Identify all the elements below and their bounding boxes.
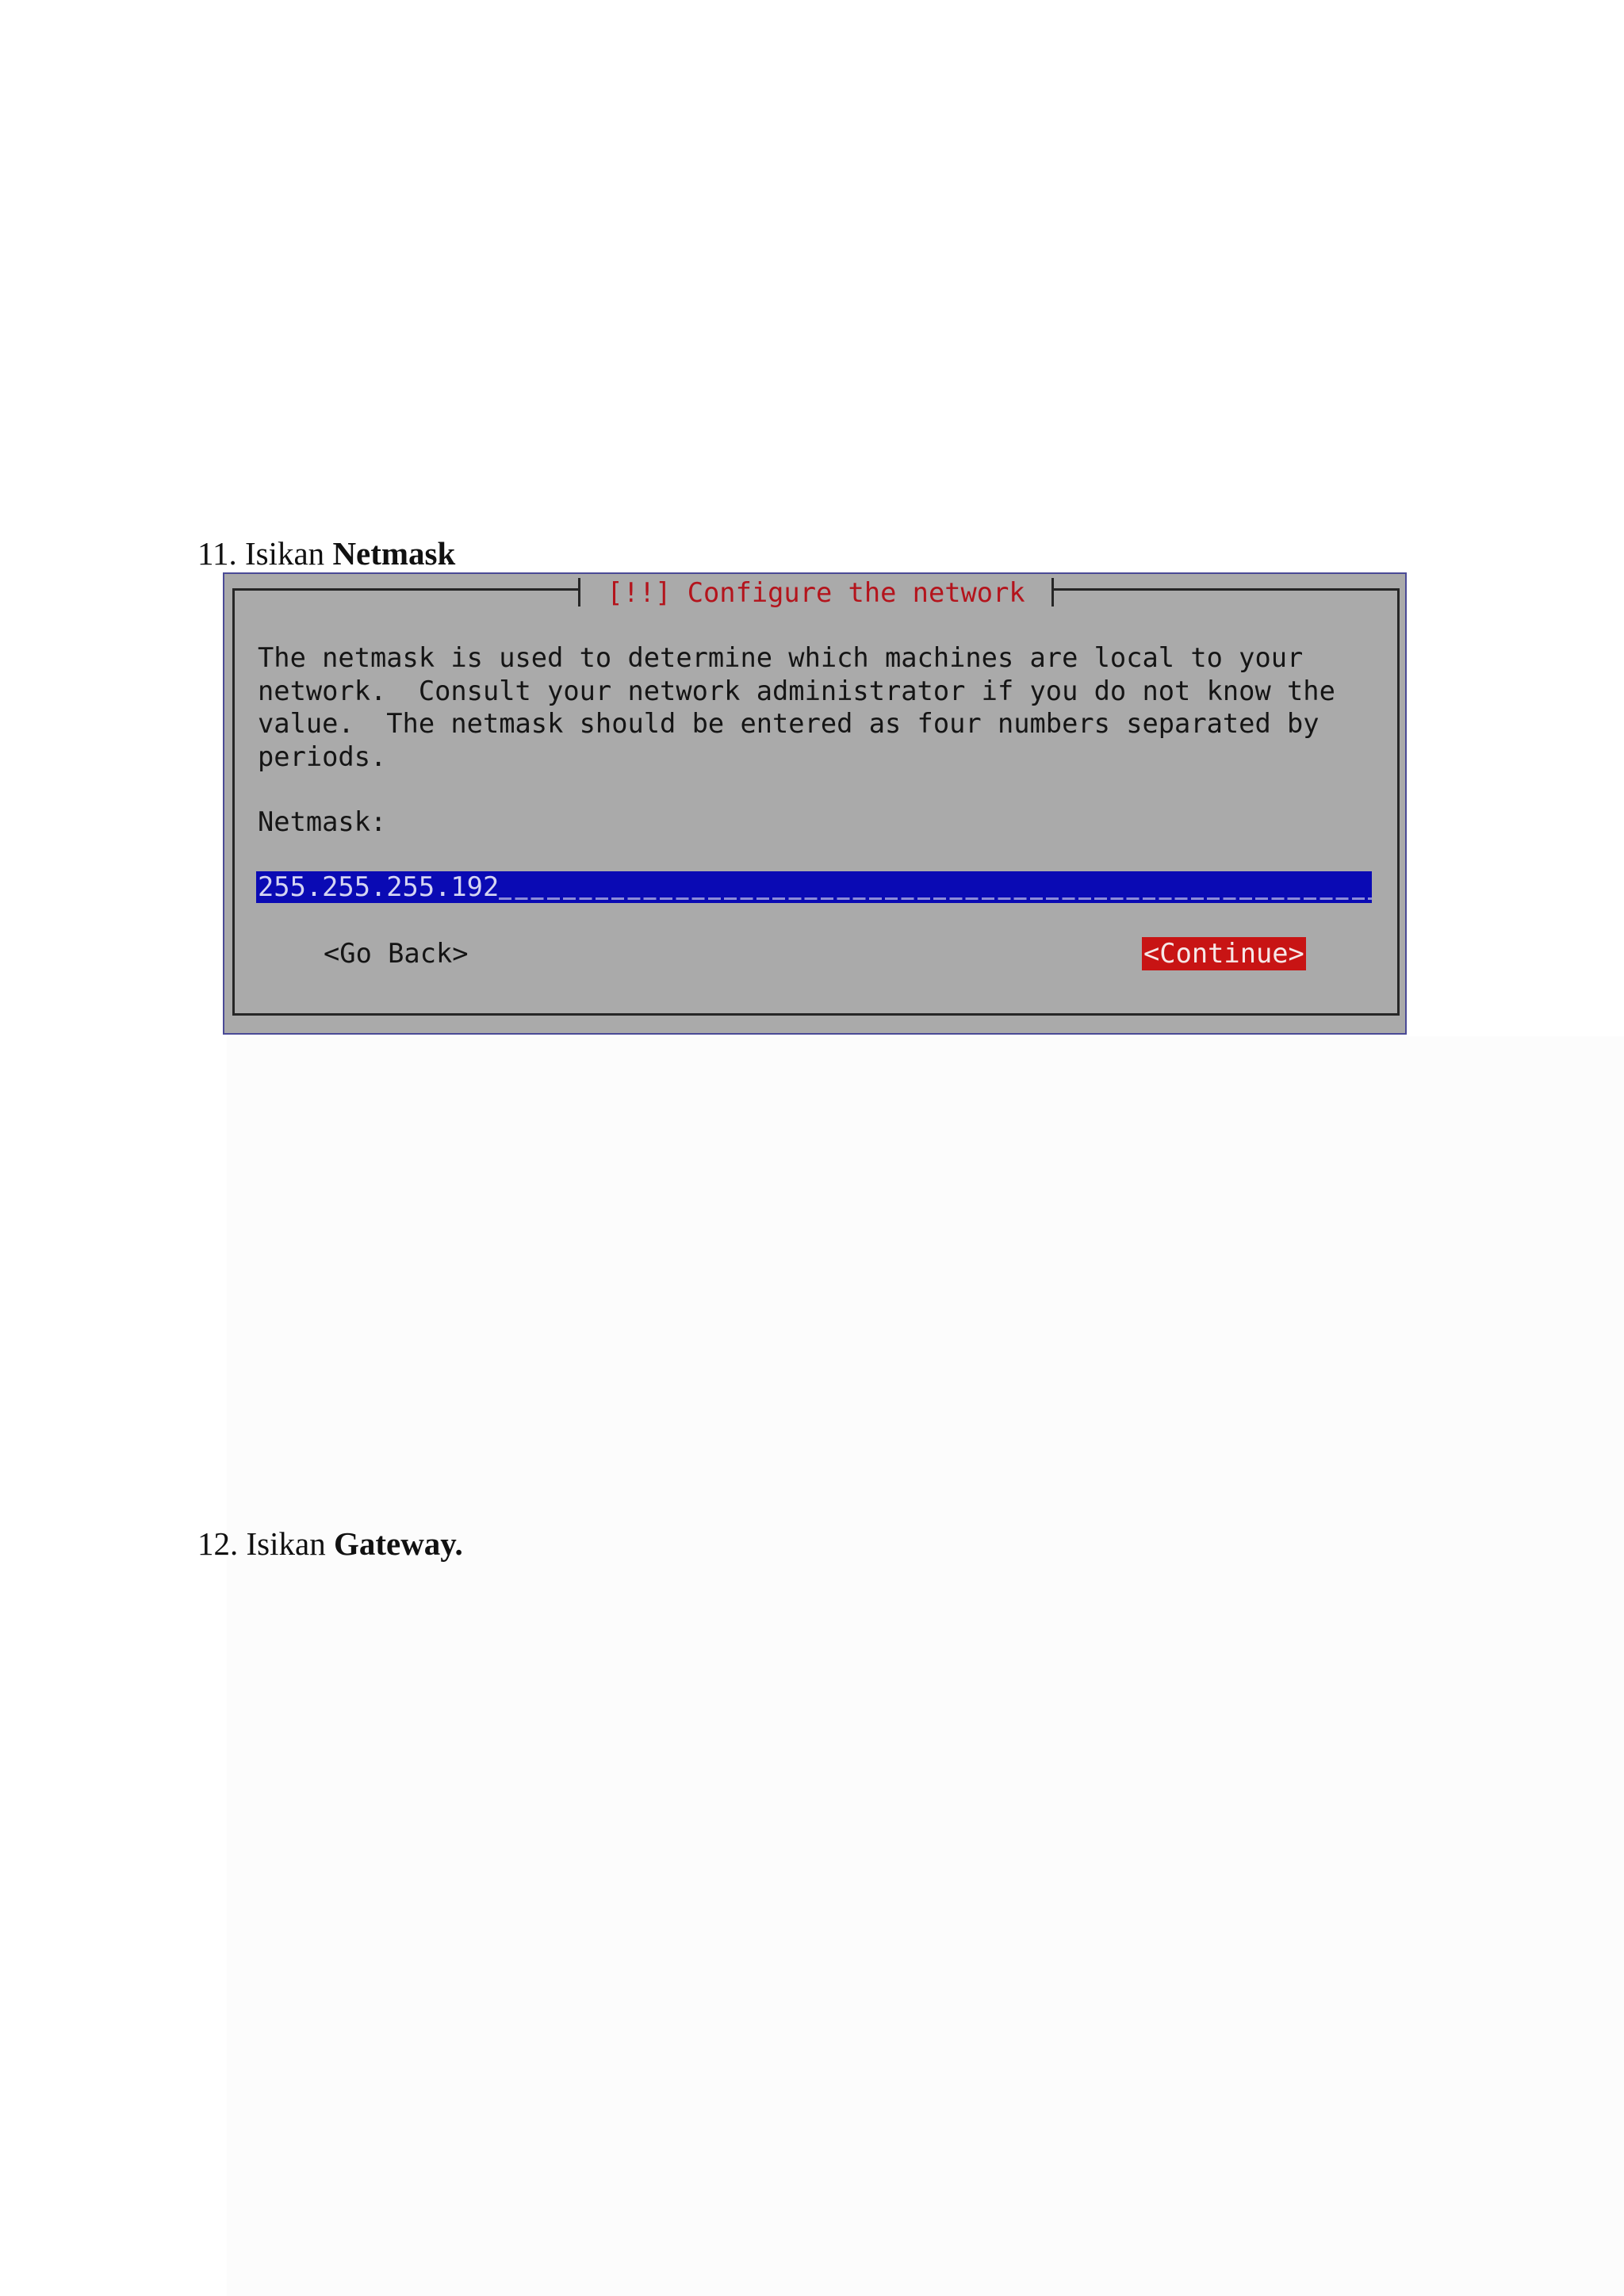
input-underscore-fill [499,871,1372,903]
continue-button[interactable]: <Continue> [1143,938,1304,969]
blank-figure-area [227,1036,1624,2296]
step-12-emphasis: Gateway. [333,1525,463,1562]
description-line: The netmask is used to determine which machines are local to your [258,642,1304,673]
dialog-title-box [578,578,1054,607]
description-line: periods. [258,740,387,772]
step-12-heading [197,1525,463,1563]
dialog-title: [!!] Configure the network [607,577,1025,608]
go-back-button[interactable]: <Go Back> [324,938,469,969]
netmask-label: Netmask: [258,806,387,837]
step-12-prefix: 12. Isikan [197,1525,326,1562]
netmask-input[interactable] [256,871,1372,903]
step-11-prefix: 11. Isikan [197,535,325,572]
step-11-heading [197,535,455,572]
step-11-emphasis: Netmask [332,535,456,572]
netmask-input-value: 255.255.255.192 [258,871,500,902]
dialog-description [258,641,1335,773]
description-line: network. Consult your network administrator if you do not know the [258,675,1335,706]
description-line: value. The netmask should be entered as four numbers separated by [258,708,1320,739]
